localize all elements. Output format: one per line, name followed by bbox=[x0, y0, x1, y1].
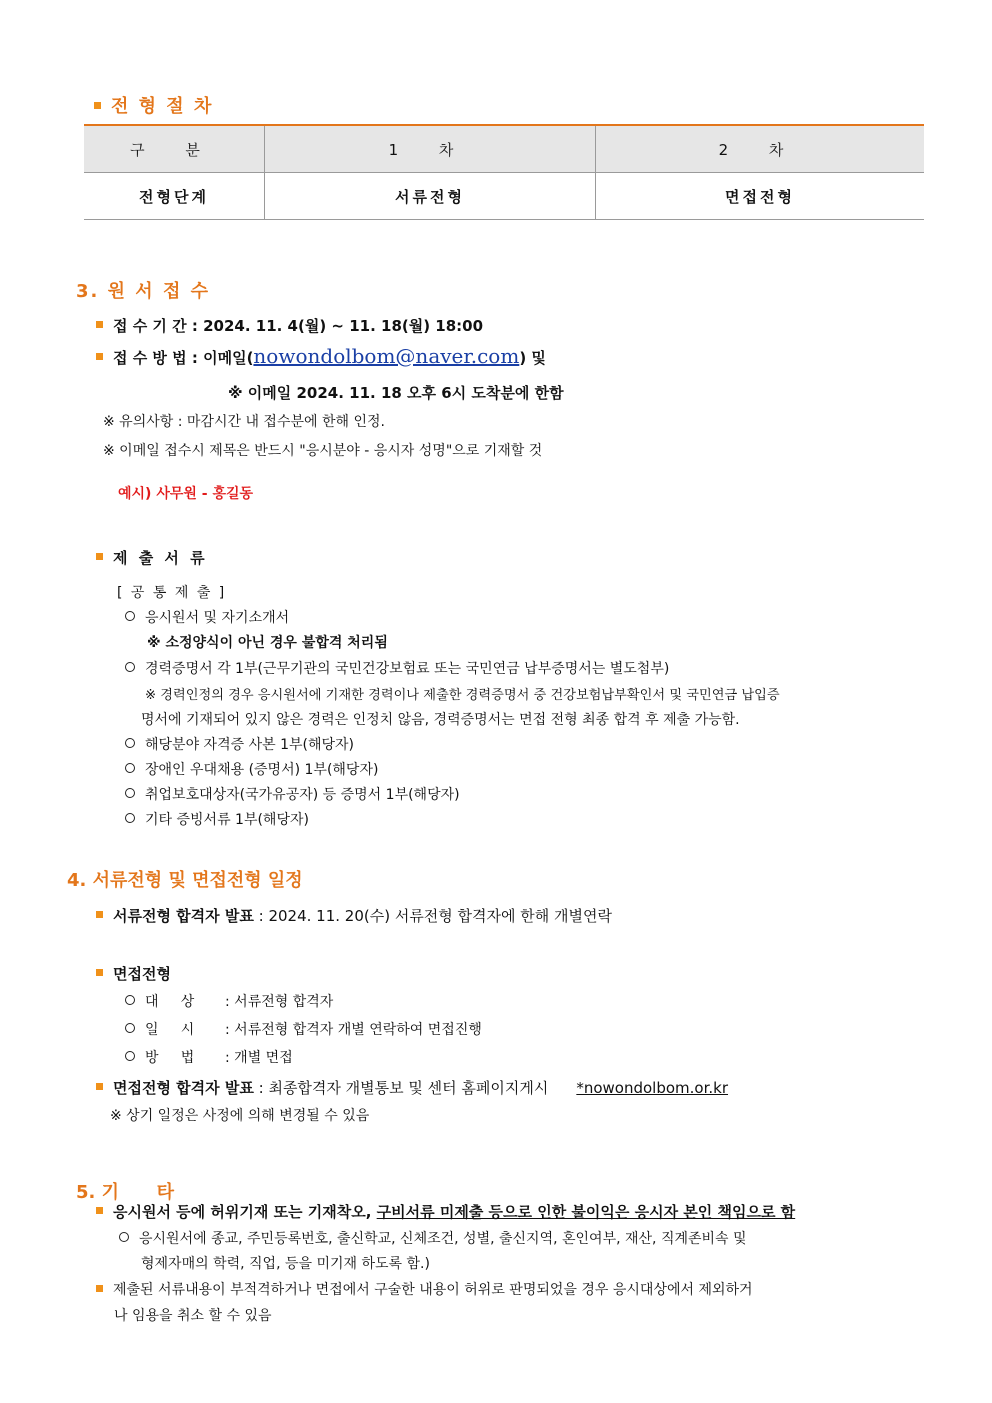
etc-item-disqualification-line2: 나 임용을 취소 할 수 있음 bbox=[114, 1308, 272, 1324]
square-bullet-icon bbox=[96, 1285, 103, 1292]
circle-bullet-icon bbox=[125, 1051, 135, 1061]
table-cell: 서류전형 bbox=[265, 173, 596, 220]
list-item: 취업보호대상자(국가유공자) 등 증명서 1부(해당자) bbox=[125, 784, 460, 804]
selection-heading: 전 형 절 차 bbox=[94, 92, 213, 118]
circle-bullet-icon bbox=[125, 813, 135, 823]
table-header-cell: 구 분 bbox=[84, 125, 265, 173]
circle-bullet-icon bbox=[125, 995, 135, 1005]
square-bullet-icon bbox=[96, 911, 103, 918]
square-bullet-icon bbox=[96, 1083, 103, 1090]
interview-time: 일 시 : 서류전형 합격자 개별 연락하여 면접진행 bbox=[125, 1019, 482, 1039]
circle-bullet-icon bbox=[125, 738, 135, 748]
application-period: 접 수 기 간 : 2024. 11. 4(월) ~ 11. 18(월) 18:00 bbox=[96, 315, 483, 336]
table-row bbox=[84, 173, 924, 220]
circle-bullet-icon bbox=[125, 662, 135, 672]
square-bullet-icon bbox=[94, 102, 101, 109]
table-cell: 면접전형 bbox=[596, 173, 925, 220]
table-header-cell: 2 차 bbox=[596, 125, 925, 173]
list-item: 응시원서 및 자기소개서 bbox=[125, 607, 289, 627]
circle-bullet-icon bbox=[125, 1023, 135, 1033]
subject-note: ※ 이메일 접수시 제목은 반드시 "응시분야 - 응시자 성명"으로 기재할 것 bbox=[103, 443, 543, 459]
form-warning-note: ※ 소정양식이 아닌 경우 불합격 처리됨 bbox=[147, 635, 388, 651]
etc-item-responsibility: 응시원서 등에 허위기재 또는 기재착오, 구비서류 미제출 등으로 인한 불이익은 응시자 본인 책임으로 함 bbox=[96, 1201, 795, 1222]
list-item: 장애인 우대채용 (증명서) 1부(해당자) bbox=[125, 759, 378, 779]
application-heading: 3. 원 서 접 수 bbox=[76, 281, 210, 302]
email-deadline-note: ※ 이메일 2024. 11. 18 오후 6시 도착분에 한함 bbox=[228, 384, 564, 402]
square-bullet-icon bbox=[96, 969, 103, 976]
interview-target: 대 상 : 서류전형 합격자 bbox=[125, 991, 333, 1011]
table-header-cell: 1 차 bbox=[265, 125, 596, 173]
career-note-line2: 명서에 기재되어 있지 않은 경력은 인정치 않음, 경력증명서는 면접 전형 최종 합격 후 제출 가능함. bbox=[141, 712, 740, 728]
selection-table bbox=[84, 124, 924, 220]
circle-bullet-icon bbox=[119, 1232, 129, 1242]
etc-sub-item-line2: 형제자매의 학력, 직업, 등을 미기재 하도록 함.) bbox=[141, 1256, 430, 1272]
list-item: 해당분야 자격증 사본 1부(해당자) bbox=[125, 734, 354, 754]
list-item: 경력증명서 각 1부(근무기관의 국민건강보험료 또는 국민연금 납부증명서는 별도첨부) bbox=[125, 658, 669, 678]
final-result-announcement: 면접전형 합격자 발표 : 최종합격자 개별통보 및 센터 홈페이지게시 *nowondolbom.or.kr bbox=[96, 1077, 728, 1098]
example-text: 예시) 사무원 - 홍길동 bbox=[118, 486, 254, 502]
application-method: 접 수 방 법 : 이메일(nowondolbom@naver.com) 및 bbox=[96, 344, 546, 368]
schedule-change-note: ※ 상기 일정은 사정에 의해 변경될 수 있음 bbox=[110, 1108, 370, 1124]
homepage-link[interactable]: *nowondolbom.or.kr bbox=[576, 1079, 729, 1097]
square-bullet-icon bbox=[96, 321, 103, 328]
circle-bullet-icon bbox=[125, 611, 135, 621]
square-bullet-icon bbox=[96, 1207, 103, 1214]
schedule-heading: 4. 서류전형 및 면접전형 일정 bbox=[67, 870, 303, 891]
career-note-line1: ※ 경력인정의 경우 응시원서에 기재한 경력이나 제출한 경력증명서 중 건강보험납부확인서 및 국민연금 납입증 bbox=[145, 688, 780, 703]
etc-item-disqualification: 제출된 서류내용이 부적격하거나 면접에서 구술한 내용이 허위로 판명되었을 경우 응시대상에서 제외하거 bbox=[96, 1279, 753, 1299]
common-submission-label: [ 공 통 제 출 ] bbox=[117, 585, 227, 601]
interview-heading: 면접전형 bbox=[96, 963, 171, 984]
circle-bullet-icon bbox=[125, 763, 135, 773]
documents-heading: 제 출 서 류 bbox=[96, 547, 208, 568]
notice-note: ※ 유의사항 : 마감시간 내 접수분에 한해 인정. bbox=[103, 414, 385, 430]
etc-heading: 5. 기 타 bbox=[76, 1182, 175, 1203]
table-cell: 전형단계 bbox=[84, 173, 265, 220]
email-link[interactable]: nowondolbom@naver.com bbox=[253, 344, 520, 368]
square-bullet-icon bbox=[96, 353, 103, 360]
square-bullet-icon bbox=[96, 553, 103, 560]
etc-sub-item-line1: 응시원서에 종교, 주민등록번호, 출신학교, 신체조건, 성별, 출신지역, 혼인여부, 재산, 직계존비속 및 bbox=[119, 1228, 747, 1248]
interview-method: 방 법 : 개별 면접 bbox=[125, 1047, 293, 1067]
list-item: 기타 증빙서류 1부(해당자) bbox=[125, 809, 309, 829]
circle-bullet-icon bbox=[125, 788, 135, 798]
table-header-row bbox=[84, 125, 924, 173]
doc-result-announcement: 서류전형 합격자 발표 : 2024. 11. 20(수) 서류전형 합격자에 한해 개별연락 bbox=[96, 905, 612, 926]
